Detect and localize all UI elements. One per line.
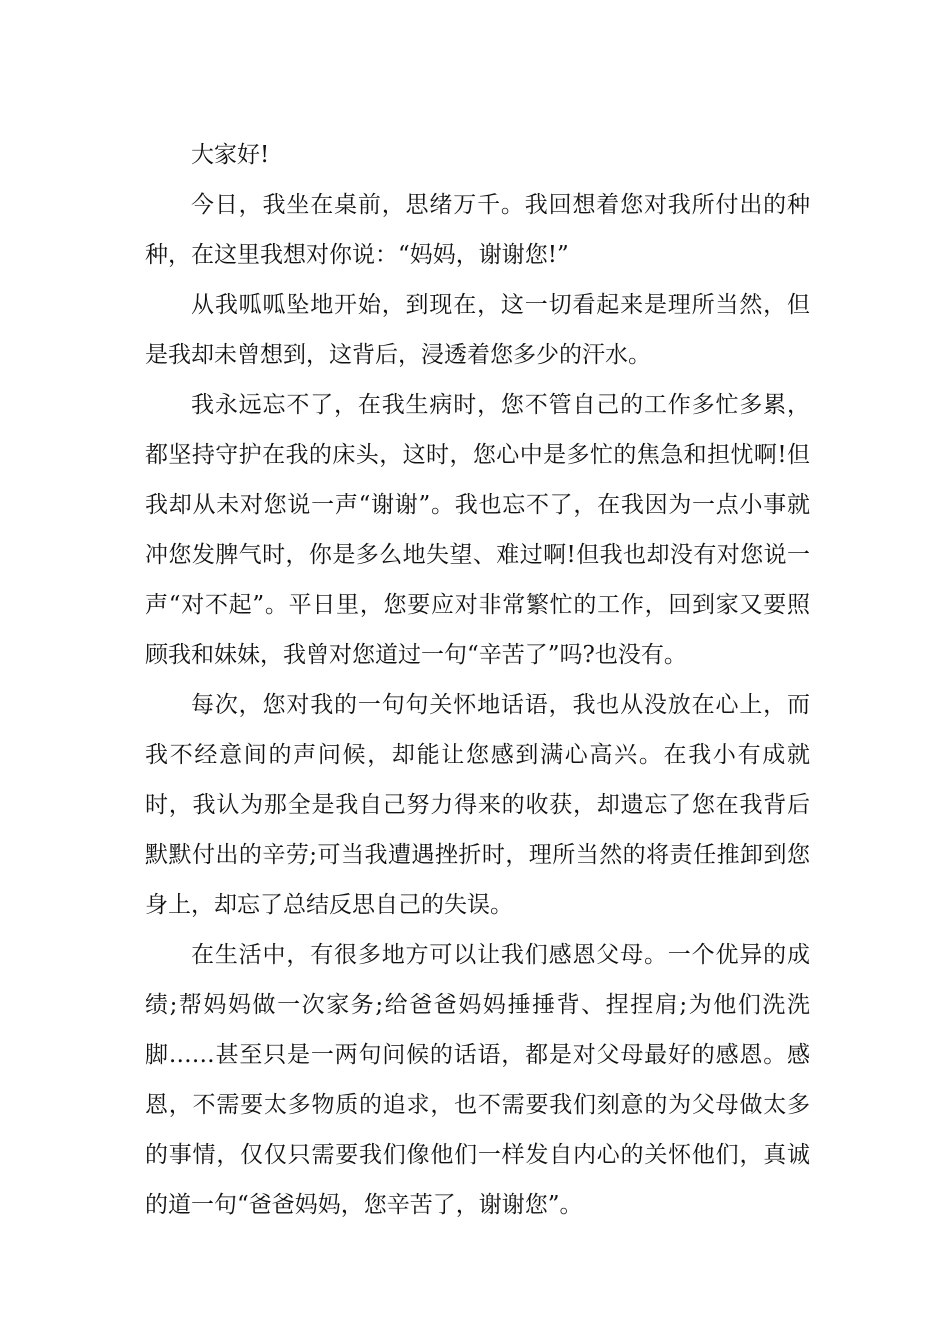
body-paragraph: 在生活中，有很多地方可以让我们感恩父母。一个优异的成绩;帮妈妈做一次家务;给爸爸妈妈捶捶背、捏捏肩;为他们洗洗脚……甚至只是一两句问候的话语，都是对父母最好的感恩。感恩，不需要太多物质的追求，也不需要我们刻意的为父母做太多的事情，仅仅只需要我们像他们一样发自内心的关怀他们，真诚的道一句“爸爸妈妈，您辛苦了，谢谢您”。 (145, 942, 810, 1218)
body-paragraph: 每次，您对我的一句句关怀地话语，我也从没放在心上，而我不经意间的声问候，却能让您感到满心高兴。在我小有成就时，我认为那全是我自己努力得来的收获，却遗忘了您在我背后默默付出的辛劳;可当我遭遇挫折时，理所当然的将责任推卸到您身上，却忘了总结反思自己的失误。 (145, 692, 810, 918)
body-paragraph: 今日，我坐在桌前，思绪万千。我回想着您对我所付出的种种，在这里我想对你说：“妈妈，谢谢您!” (145, 192, 810, 268)
greeting-paragraph: 大家好! (191, 142, 270, 168)
body-paragraph: 从我呱呱坠地开始，到现在，这一切看起来是理所当然，但是我却未曾想到，这背后，浸透着您多少的汗水。 (145, 292, 810, 368)
body-paragraph: 我永远忘不了，在我生病时，您不管自己的工作多忙多累，都坚持守护在我的床头，这时，您心中是多忙的焦急和担忧啊!但我却从未对您说一声“谢谢”。我也忘不了，在我因为一点小事就冲您发脾气时，你是多么地失望、难过啊!但我也却没有对您说一声“对不起”。平日里，您要应对非常繁忙的工作，回到家又要照顾我和妹妹，我曾对您道过一句“辛苦了”吗?也没有。 (145, 392, 810, 668)
document-body (145, 130, 810, 1230)
